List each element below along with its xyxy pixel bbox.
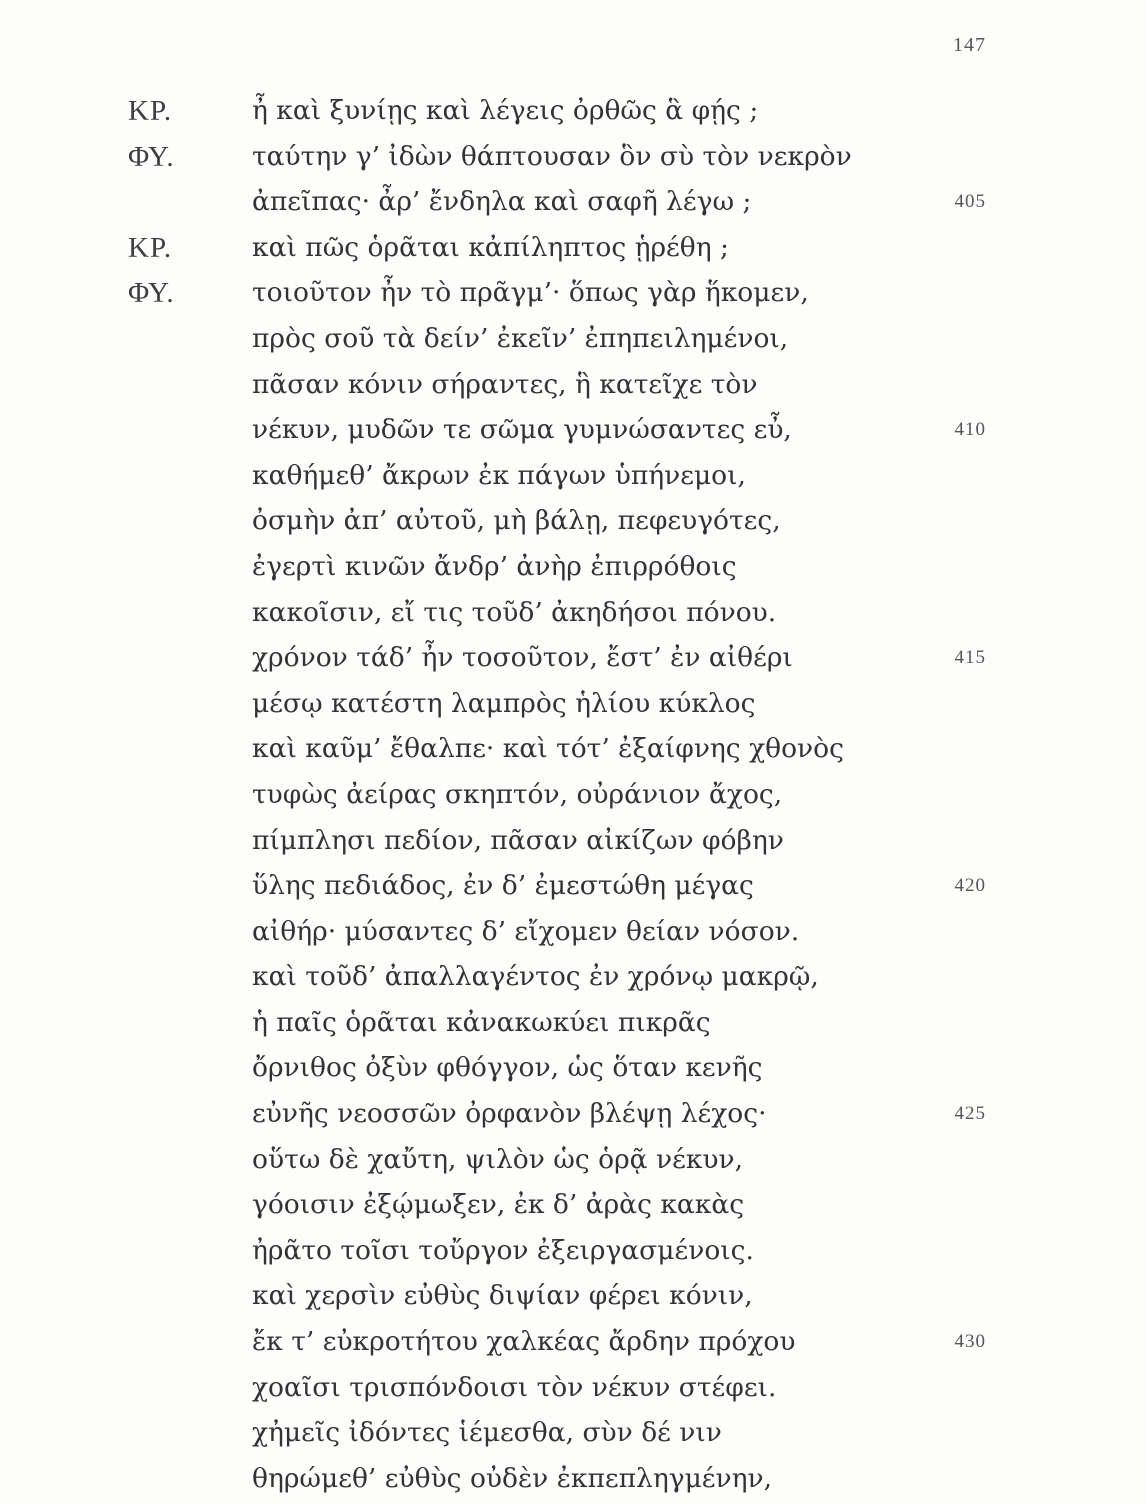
- verse-text: ταύτην γ’ ἰδὼν θάπτουσαν ὃν σὺ τὸν νεκρὸν: [252, 140, 852, 172]
- verse-line: [0, 366, 1146, 412]
- verse-text: οὕτω δὲ χαὔτη, ψιλὸν ὡς ὁρᾷ νέκυν,: [252, 1143, 744, 1175]
- verse-text: καὶ καῦμ’ ἔθαλπε· καὶ τότ’ ἐξαίφνης χθονὸς: [252, 733, 844, 765]
- verse-text: ὕλης πεδιάδος, ἐν δ’ ἐμεστώθη μέγας: [252, 870, 754, 902]
- verse-text: θηρώμεθ’ εὐθὺς οὐδὲν ἐκπεπληγμένην,: [252, 1462, 773, 1494]
- verse-line: [0, 1186, 1146, 1232]
- line-number: 410: [954, 419, 986, 441]
- verse-line: [0, 1049, 1146, 1095]
- verse-text: νέκυν, μυδῶν τε σῶμα γυμνώσαντες εὖ,: [252, 414, 792, 446]
- verse-text: αἰθήρ· μύσαντες δ’ εἴχομεν θείαν νόσον.: [252, 915, 800, 947]
- line-number: 405: [954, 191, 986, 213]
- verse-text: ἀπεῖπας· ἆρ’ ἔνδηλα καὶ σαφῆ λέγω ;: [252, 186, 752, 218]
- verse-line: [0, 1323, 1146, 1369]
- verse-line: [0, 1369, 1146, 1415]
- verse-line: [0, 320, 1146, 366]
- verse-line: [0, 1232, 1146, 1278]
- speaker-label: ΦΥ.: [128, 140, 175, 173]
- verse-line: [0, 730, 1146, 776]
- verse-line: [0, 502, 1146, 548]
- verse-text: γόοισιν ἐξῴμωξεν, ἐκ δ’ ἀρὰς κακὰς: [252, 1189, 745, 1221]
- verse-line: [0, 183, 1146, 229]
- verse-line: [0, 274, 1146, 320]
- verse-line: [0, 594, 1146, 640]
- verse-line: [0, 548, 1146, 594]
- verse-text: τυφὼς ἀείρας σκηπτόν, οὐράνιον ἄχος,: [252, 778, 783, 810]
- verse-text: ἦ καὶ ξυνίῃς καὶ λέγεις ὀρθῶς ἃ φῄς ;: [252, 95, 759, 126]
- verse-line: [0, 1414, 1146, 1460]
- verse-text: καὶ χερσὶν εὐθὺς διψίαν φέρει κόνιν,: [252, 1280, 753, 1312]
- verse-text: πρὸς σοῦ τὰ δείν’ ἐκεῖν’ ἐπηπειλημένοι,: [252, 322, 789, 354]
- verse-line: [0, 776, 1146, 822]
- verse-text: κακοῖσιν, εἴ τις τοῦδ’ ἀκηδήσοι πόνου.: [252, 596, 777, 628]
- verse-line: [0, 867, 1146, 913]
- verse-text: ὀσμὴν ἀπ’ αὐτοῦ, μὴ βάλῃ, πεφευγότες,: [252, 505, 781, 537]
- line-number: 415: [954, 647, 986, 669]
- line-number: 420: [954, 875, 986, 897]
- speaker-label: ΚΡ.: [128, 95, 173, 127]
- verse-line: [0, 411, 1146, 457]
- verse-line: [0, 685, 1146, 731]
- verse-line: [0, 958, 1146, 1004]
- speaker-label: ΚΡ.: [128, 231, 173, 264]
- verse-line: [0, 138, 1146, 184]
- verse-text: μέσῳ κατέστη λαμπρὸς ἡλίου κύκλος: [252, 687, 756, 719]
- verse-line: [0, 1095, 1146, 1141]
- verse-line: [0, 1277, 1146, 1323]
- verse-text: καθήμεθ’ ἄκρων ἐκ πάγων ὑπήνεμοι,: [252, 459, 746, 491]
- line-number: 430: [954, 1331, 986, 1353]
- verse-text: πίμπλησι πεδίον, πᾶσαν αἰκίζων φόβην: [252, 824, 784, 856]
- verse-block: [0, 92, 1146, 1505]
- verse-line: [0, 822, 1146, 868]
- verse-text: τοιοῦτον ἦν τὸ πρᾶγμ’· ὅπως γὰρ ἥκομεν,: [252, 277, 809, 309]
- line-number: 425: [954, 1103, 986, 1125]
- verse-text: ἠρᾶτο τοῖσι τοὔργον ἐξειργασμένοις.: [252, 1234, 754, 1266]
- verse-text: χοαῖσι τρισπόνδοισι τὸν νέκυν στέφει.: [252, 1371, 777, 1403]
- verse-line: [0, 229, 1146, 275]
- verse-text: ἐγερτὶ κινῶν ἄνδρ’ ἀνὴρ ἐπιρρόθοις: [252, 550, 737, 582]
- verse-line: [0, 92, 1146, 138]
- speaker-label: ΦΥ.: [128, 277, 175, 310]
- page-number: 147: [953, 34, 986, 56]
- verse-line: [0, 1460, 1146, 1505]
- verse-text: καὶ τοῦδ’ ἀπαλλαγέντος ἐν χρόνῳ μακρῷ,: [252, 961, 819, 993]
- verse-text: χρόνον τάδ’ ἦν τοσοῦτον, ἔστ’ ἐν αἰθέρι: [252, 642, 793, 674]
- verse-text: ἡ παῖς ὁρᾶται κἀνακωκύει πικρᾶς: [252, 1006, 711, 1038]
- verse-line: [0, 913, 1146, 959]
- verse-line: [0, 1004, 1146, 1050]
- verse-text: εὐνῆς νεοσσῶν ὀρφανὸν βλέψῃ λέχος·: [252, 1098, 767, 1130]
- verse-text: ὄρνιθος ὀξὺν φθόγγον, ὡς ὅταν κενῆς: [252, 1052, 763, 1084]
- verse-line: [0, 1141, 1146, 1187]
- verse-text: χἠμεῖς ἰδόντες ἱέμεσθα, σὺν δέ νιν: [252, 1417, 722, 1449]
- verse-text: ἔκ τ’ εὐκροτήτου χαλκέας ἄρδην πρόχου: [252, 1326, 796, 1358]
- verse-text: πᾶσαν κόνιν σήραντες, ἣ κατεῖχε τὸν: [252, 368, 758, 400]
- verse-line: [0, 639, 1146, 685]
- verse-line: [0, 457, 1146, 503]
- verse-text: καὶ πῶς ὁρᾶται κἀπίληπτος ᾑρέθη ;: [252, 231, 729, 263]
